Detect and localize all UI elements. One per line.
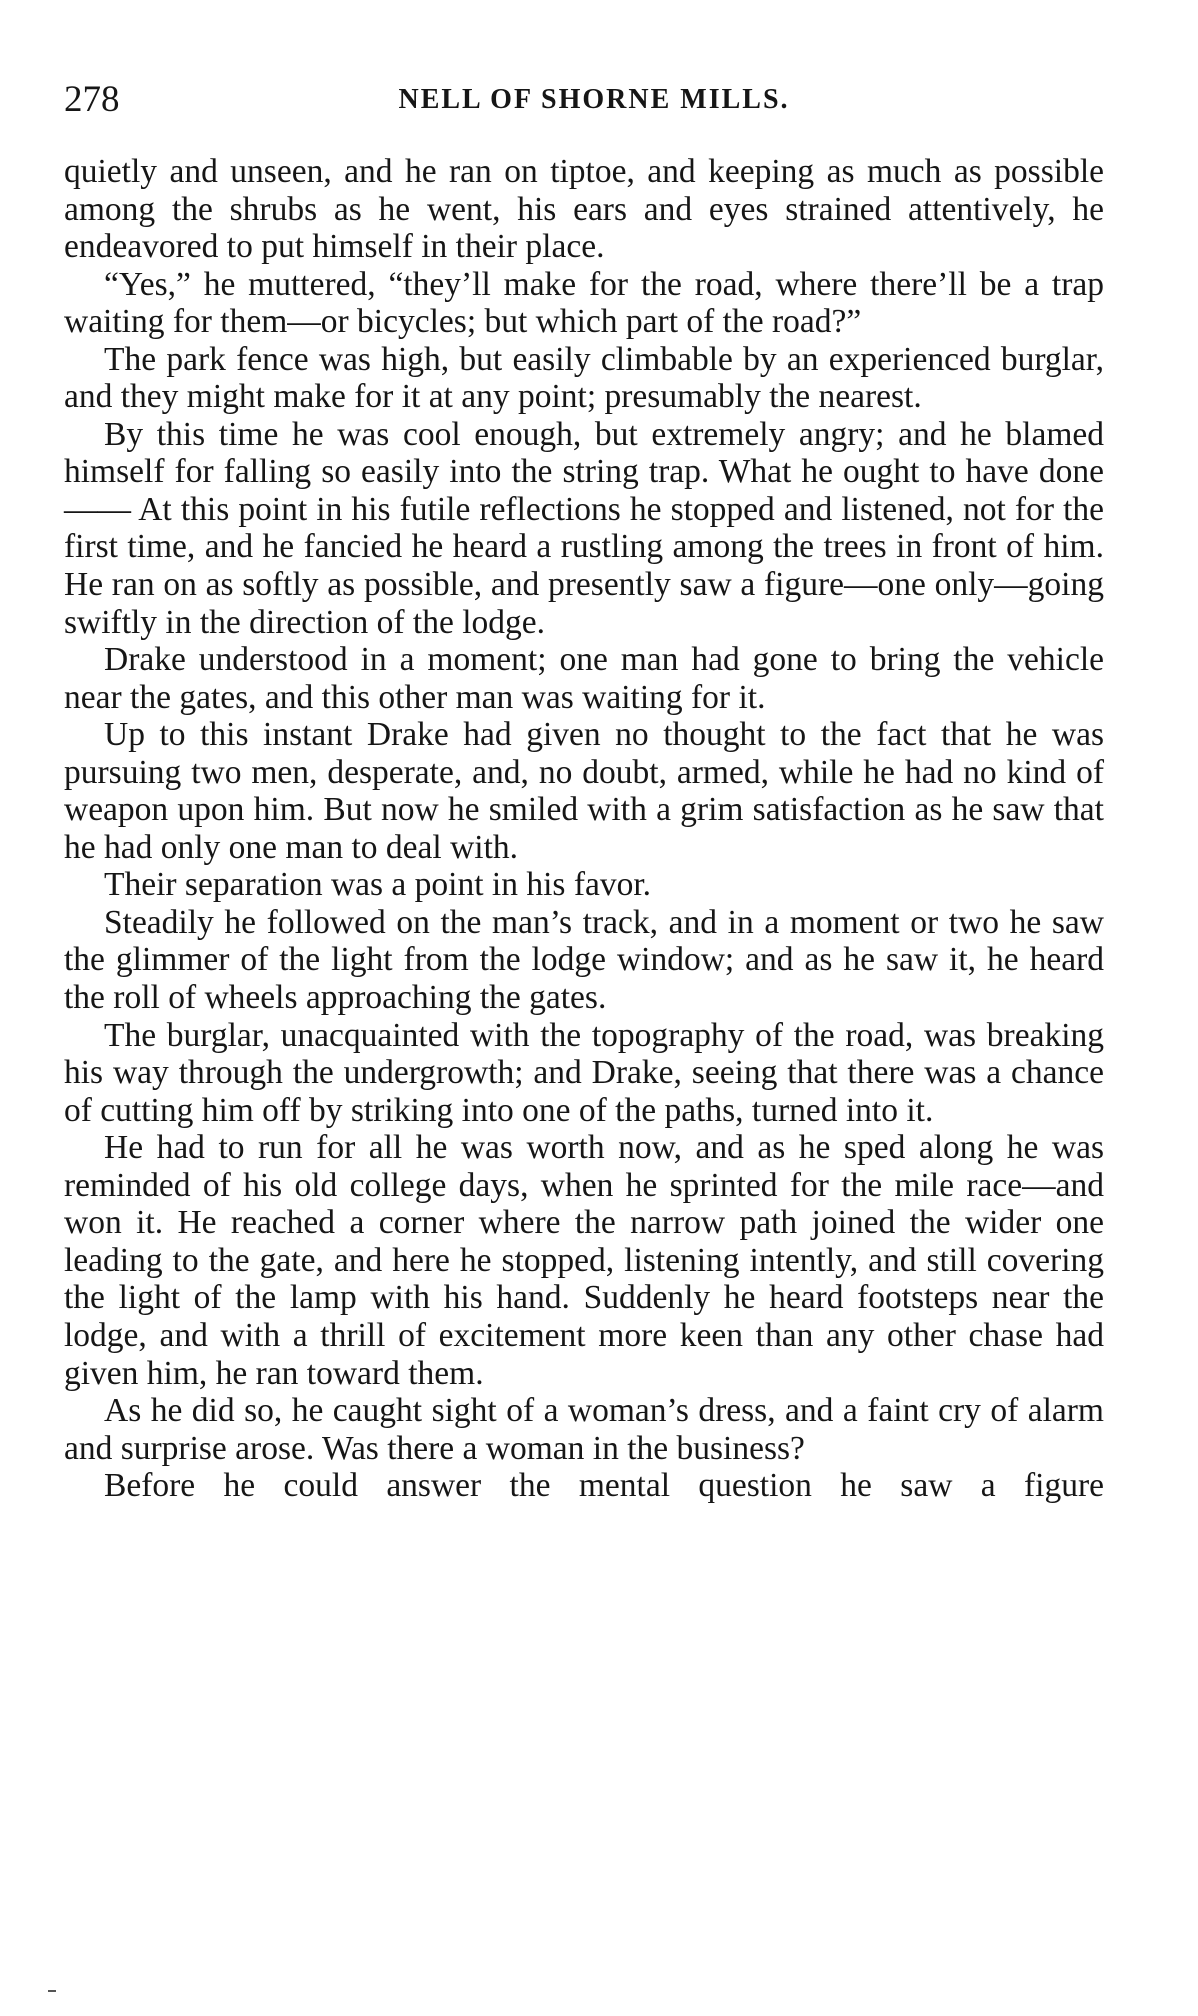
paragraph: Drake understood in a moment; one man had gone to bring the vehicle near the gates, and this other man was waiting for it. bbox=[64, 641, 1104, 716]
running-head bbox=[64, 78, 1104, 122]
running-title: NELL OF SHORNE MILLS. bbox=[398, 84, 790, 115]
paragraph: Up to this instant Drake had given no thought to the fact that he was pursuing two men, desperate, and, no doubt, armed, while he had no kind of weapon upon him. But now he smiled with a grim satisfaction as he saw that he had only one man to deal with. bbox=[64, 716, 1104, 866]
margin-mark bbox=[48, 1990, 56, 1992]
paragraph: Their separation was a point in his favor. bbox=[104, 866, 652, 904]
paragraph: Steadily he followed on the man’s track, and in a moment or two he saw the glimmer of the light from the lodge window; and as he saw it, he heard the roll of wheels approaching the gates. bbox=[64, 903, 1104, 1017]
paragraph: “Yes,” he muttered, “they’ll make for the road, where there’ll be a trap waiting for them—or bicycles; but which part of the road?” bbox=[64, 265, 1104, 341]
body-text bbox=[64, 153, 1104, 1505]
paragraph: The burglar, unacquainted with the topography of the road, was breaking his way through the undergrowth; and Drake, seeing that there was a chance of cutting him off by striking into one of the paths, turned into it. bbox=[64, 1016, 1104, 1129]
page-number: 278 bbox=[64, 79, 120, 120]
paragraph: The park fence was high, but easily climbable by an experienced burglar, and they might make for it at any point; presumably the nearest. bbox=[64, 340, 1104, 416]
paragraph: As he did so, he caught sight of a woman’s dress, and a faint cry of alarm and surprise arose. Was there a woman in the business? bbox=[64, 1392, 1104, 1467]
paragraph: He had to run for all he was worth now, and as he sped along he was reminded of his old college days, when he sprinted for the mile race—and won it. He reached a corner where the narrow path joined the wider one leading to the gate, and here he stopped, listening intently, and still covering the light of the lamp with his hand. Suddenly he heard footsteps near the lodge, and with a thrill of excitement more keen than any other chase had given him, he ran toward them. bbox=[64, 1129, 1104, 1392]
paragraph: quietly and unseen, and he ran on tiptoe, and keeping as much as possible among the shrubs as he went, his ears and eyes strained attentively, he endeavored to put himself in their place. bbox=[64, 153, 1104, 266]
paragraph: Before he could answer the mental question he saw a figure bbox=[104, 1467, 1104, 1505]
paragraph: By this time he was cool enough, but extremely angry; and he blamed himself for falling so easily into the string trap. What he ought to have done—— At this point in his futile reflections he stopped and listened, not for the first time, and he fancied he heard a rustling among the trees in front of him. He ran on as softly as possible, and presently saw a figure—one only—going swiftly in the direction of the lodge. bbox=[64, 415, 1104, 641]
